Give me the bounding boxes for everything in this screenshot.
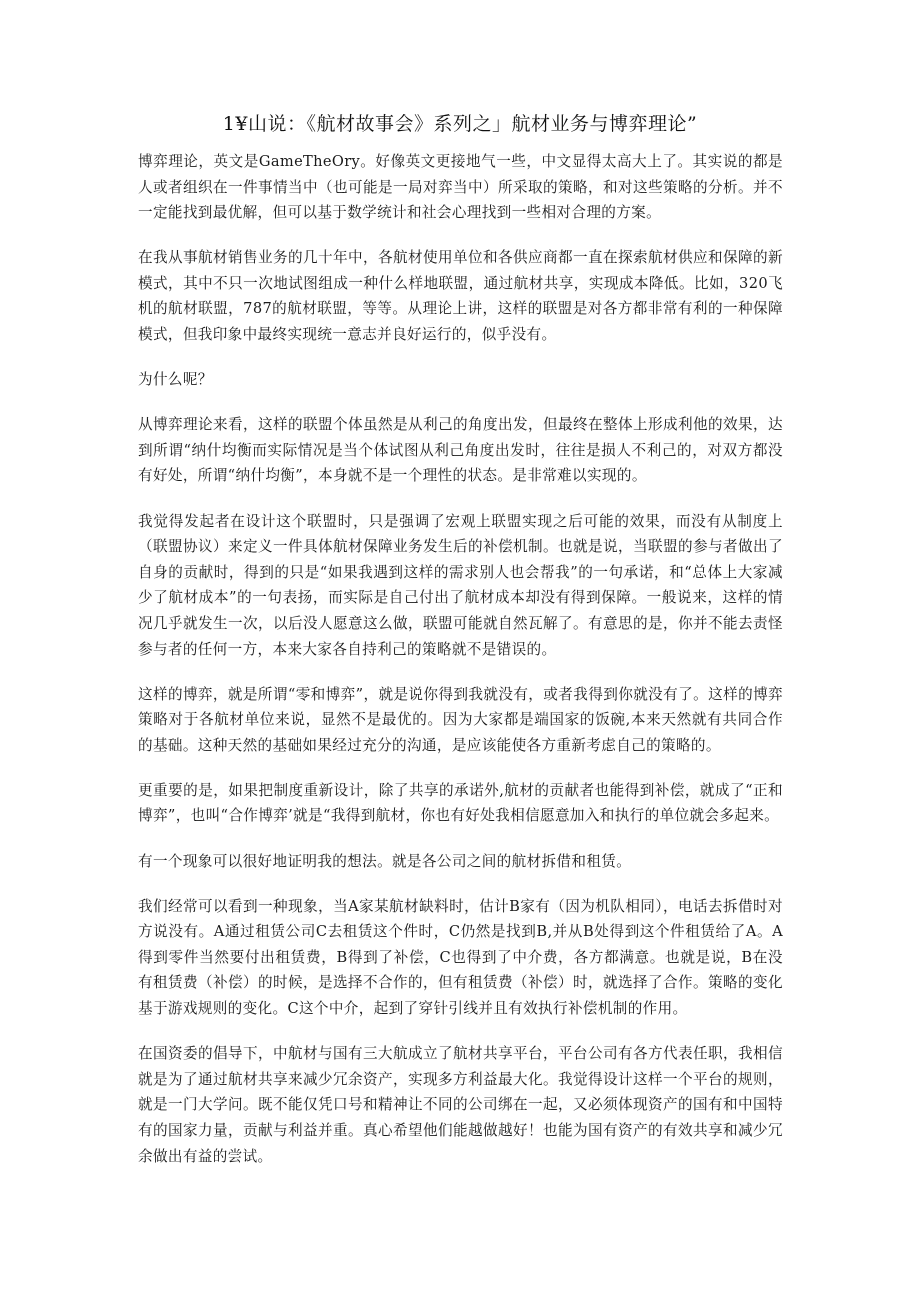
- paragraph-nash-equilibrium: 从博弈理论来看，这样的联盟个体虽然是从利己的角度出发，但最终在整体上形成利他的效果，达到所谓“纳什均衡而实际情况是当个体试图从利己角度出发时，往往是损人不利己的，对双方都没有好处，所谓“纳什均衡”，本身就不是一个理性的状态。是非常难以实现的。: [138, 416, 783, 485]
- paragraph-leasing-example: 我们经常可以看到一种现象，当A家某航材缺料时，估计B家有（因为机队相同），电话去拆借时对方说没有。A通过租赁公司C去租赁这个件时，C仍然是找到B,并从B处得到这个件租赁给了A。A得到零件当然要付出租赁费，B得到了补偿，C也得到了中介费，各方都满意。也就是说，B在没有租赁费（补偿）的时候，是选择不合作的，但有租赁费（补偿）时，就选择了合作。策略的变化基于游戏规则的变化。C这个中介，起到了穿针引线并且有效执行补偿机制的作用。: [138, 897, 783, 1018]
- document-title: 1¥山说：《航材故事会》系列之」航材业务与博弈理论”: [222, 113, 698, 135]
- paragraph-sharing-platform: 在国资委的倡导下，中航材与国有三大航成立了航材共享平台，平台公司有各方代表任职，我相信就是为了通过航材共享来减少冗余资产，实现多方利益最大化。我觉得设计这样一个平台的规则，就是一门大学问。既不能仅凭口号和精神让不同的公司绑在一起，又必须体现资产的国有和中国特有的国家力量，贡献与利益并重。真心希望他们能越做越好！也能为国有资产的有效共享和减少冗余做出有益的尝试。: [138, 1045, 783, 1165]
- paragraph-phenomenon: 有一个现象可以很好地证明我的想法。就是各公司之间的航材拆借和租赁。: [138, 852, 632, 870]
- paragraph-zero-sum: 这样的博弈，就是所谓“零和博弈”，就是说你得到我就没有，或者我得到你就没有了。这样的博弈策略对于各航材单位来说，显然不是最优的。因为大家都是端国家的饭碗,本来天然就有共同合作的基础。这种天然的基础如果经过充分的沟通，是应该能使各方重新考虑自己的策略的。: [138, 685, 783, 754]
- paragraph-question: 为什么呢？: [138, 371, 213, 389]
- paragraph-alliance-background: 在我从事航材销售业务的几十年中，各航材使用单位和各供应商都一直在探索航材供应和保障的新模式，其中不只一次地试图组成一种什么样地联盟，通过航材共享，实现成本降低。比如，320飞机的航材联盟，787的航材联盟，等等。从理论上讲，这样的联盟是对各方都非常有利的一种保障模式，但我印象中最终实现统一意志并良好运行的，似乎没有。: [138, 249, 783, 344]
- paragraph-intro: 博弈理论，英文是GameTheOry。好像英文更接地气一些，中文显得太高大上了。其实说的都是人或者组织在一件事情当中（也可能是一局对弈当中）所采取的策略，和对这些策略的分析。并不一定能找到最优解，但可以基于数学统计和社会心理找到一些相对合理的方案。: [138, 153, 783, 222]
- paragraph-compensation-mechanism: 我觉得发起者在设计这个联盟时，只是强调了宏观上联盟实现之后可能的效果，而没有从制度上（联盟协议）来定义一件具体航材保障业务发生后的补偿机制。也就是说，当联盟的参与者做出了自身的贡献时，得到的只是“如果我遇到这样的需求别人也会帮我”的一句承诺，和“总体上大家减少了航材成本”的一句表扬，而实际是自己付出了航材成本却没有得到保障。一般说来，这样的情况几乎就发生一次，以后没人愿意这么做，联盟可能就自然瓦解了。有意思的是，你并不能去责怪参与者的任何一方，本来大家各自持利己的策略就不是错误的。: [138, 512, 783, 658]
- document-body: [138, 149, 783, 1189]
- paragraph-positive-sum: 更重要的是，如果把制度重新设计，除了共享的承诺外,航材的贡献者也能得到补偿，就成了“正和博弈”，也叫“合作博弈’就是“我得到航材，你也有好处我相信愿意加入和执行的单位就会多起来。: [138, 781, 783, 825]
